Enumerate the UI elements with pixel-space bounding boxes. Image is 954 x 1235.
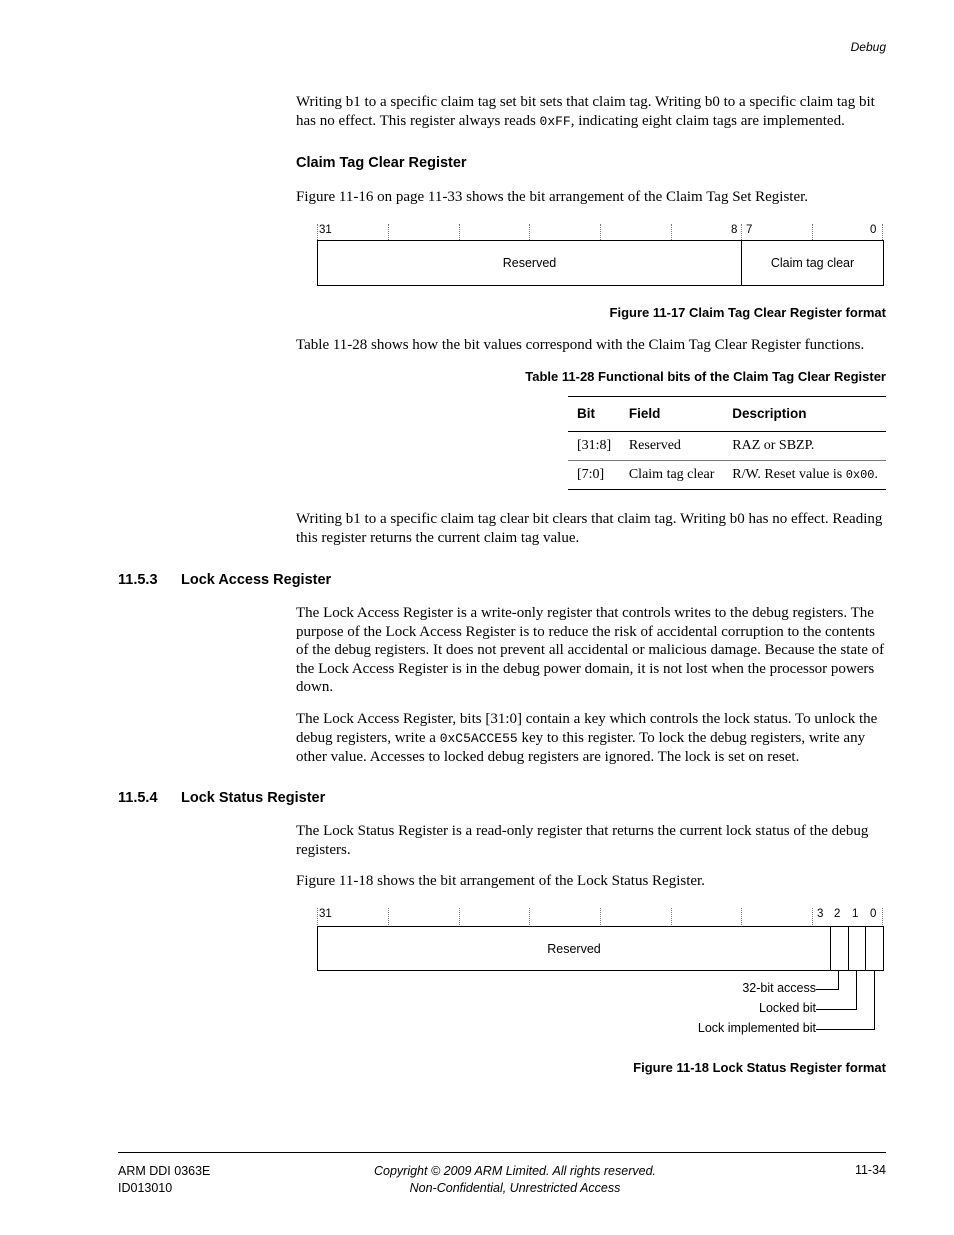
table-row — [568, 461, 886, 490]
copyright: Copyright © 2009 ARM Limited. All rights reserved. — [373, 1164, 656, 1178]
bit-label-0: 0 — [870, 908, 877, 920]
functional-bits-table — [568, 396, 886, 490]
label-32bit-access: 32-bit access — [742, 981, 816, 995]
field-reserved: Reserved — [318, 927, 831, 970]
field-claim-tag-clear: Claim tag clear — [770, 256, 855, 270]
footer-doc-info — [118, 1163, 210, 1196]
bit-tick — [529, 224, 530, 240]
section-title: Lock Status Register — [181, 790, 326, 806]
footer-legal — [330, 1163, 700, 1196]
label-lock-implemented-bit: Lock implemented bit — [697, 1021, 816, 1035]
table-header-row — [568, 397, 886, 432]
section-heading-lock-access — [118, 572, 331, 588]
bit-label-2: 2 — [834, 908, 841, 920]
bit-tick — [741, 908, 742, 925]
bit-tick — [671, 224, 672, 240]
bit-tick — [671, 908, 672, 925]
leader-line — [838, 971, 839, 990]
bit-tick — [812, 908, 813, 925]
bit-tick — [529, 908, 530, 925]
field-locked-bit — [849, 927, 866, 970]
figure-11-17-caption: Figure 11-17 Claim Tag Clear Register format — [609, 305, 886, 320]
claim-tag-clear-paragraph-3: Writing b1 to a specific claim tag clear bit clears that claim tag. Writing b0 has no effect. Reading this register returns the current claim tag value. — [296, 511, 883, 546]
bit-label-31: 31 — [319, 908, 332, 920]
claim-tag-clear-paragraph-2: Table 11-28 shows how the bit values correspond with the Claim Tag Clear Register functions. — [296, 337, 865, 353]
leader-line — [816, 1009, 857, 1010]
cell-bit: [31:8] — [568, 432, 620, 461]
column-header-bit: Bit — [568, 397, 620, 432]
bit-tick — [741, 224, 742, 240]
section-number: 11.5.3 — [118, 572, 158, 588]
bit-tick — [882, 224, 883, 240]
inline-code: 0xC5ACCE55 — [439, 730, 518, 746]
bit-tick — [459, 908, 460, 925]
cell-field: Reserved — [620, 432, 723, 461]
confidentiality: Non-Confidential, Unrestricted Access — [409, 1180, 621, 1195]
lock-status-paragraph-1: The Lock Status Register is a read-only register that returns the current lock status of the debug registers. — [296, 823, 869, 858]
doc-id: ARM DDI 0363E — [118, 1164, 211, 1178]
claim-tag-clear-paragraph-1: Figure 11-16 on page 11-33 shows the bit arrangement of the Claim Tag Set Register. — [296, 189, 809, 205]
inline-code: 0xFF — [539, 113, 571, 129]
column-header-description: Description — [723, 397, 886, 432]
section-title: Lock Access Register — [181, 572, 332, 588]
running-header-title: Debug — [850, 40, 886, 54]
field-reserved: Reserved — [318, 241, 742, 285]
bit-tick — [388, 224, 389, 240]
leader-line — [874, 971, 875, 1030]
bit-tick — [882, 908, 883, 925]
lock-status-register-figure — [316, 908, 884, 1038]
leader-line — [856, 971, 857, 1010]
cell-description: R/W. Reset value is 0x00. — [723, 461, 886, 490]
lock-access-paragraph-2: The Lock Access Register, bits [31:0] contain a key which controls the lock status. To unlock the debug registers, write a 0xC5ACCE55 key to this register. To lock the debug registers, write any other value. Accesses to locked debug registers are ignored. The lock is set on reset. — [296, 711, 878, 766]
intro-paragraph: Writing b1 to a specific claim tag set bit sets that claim tag. Writing b0 to a specific claim tag bit has no effect. This register always reads 0xFF, indicating eight claim tags are implemented. — [296, 94, 875, 129]
lock-access-paragraph-1: The Lock Access Register is a write-only register that controls writes to the debug registers. The purpose of the Lock Access Register is to reduce the risk of accidental corruption to the contents of the debug registers. It does not prevent all accidental or malicious damage. Because the state of the Lock Access Register is in the debug power domain, it is not lost when the processor powers down. — [296, 605, 885, 696]
bit-label-7: 7 — [746, 224, 753, 236]
claim-tag-clear-heading: Claim Tag Clear Register — [296, 155, 467, 171]
bit-label-3: 3 — [817, 908, 824, 920]
bit-label-0: 0 — [870, 224, 877, 236]
bit-tick — [600, 908, 601, 925]
page-number: 11-34 — [854, 1163, 886, 1177]
field-lock-implemented — [866, 927, 883, 970]
inline-code: 0x00 — [845, 468, 875, 482]
bit-tick — [317, 224, 318, 240]
cell-bit: [7:0] — [568, 461, 620, 490]
section-number: 11.5.4 — [118, 790, 158, 806]
footer-divider — [118, 1152, 886, 1153]
claim-tag-clear-register-figure — [316, 224, 884, 286]
leader-line — [816, 989, 839, 990]
cell-field: Claim tag clear — [620, 461, 723, 490]
bit-label-8: 8 — [731, 224, 738, 236]
bit-tick — [459, 224, 460, 240]
bit-tick — [388, 908, 389, 925]
bit-label-1: 1 — [852, 908, 859, 920]
table-11-28-caption: Table 11-28 Functional bits of the Claim Tag Clear Register — [525, 369, 886, 384]
column-header-field: Field — [620, 397, 723, 432]
table-row — [568, 432, 886, 461]
register-box — [317, 926, 884, 971]
bit-tick — [317, 908, 318, 925]
issue-id: ID013010 — [118, 1180, 173, 1195]
leader-line — [816, 1029, 875, 1030]
section-heading-lock-status — [118, 790, 325, 806]
bit-tick — [812, 224, 813, 240]
figure-11-18-caption: Figure 11-18 Lock Status Register format — [633, 1060, 886, 1075]
register-box — [317, 240, 884, 286]
label-locked-bit: Locked bit — [759, 1001, 816, 1015]
cell-description: RAZ or SBZP. — [723, 432, 886, 461]
bit-label-31: 31 — [319, 224, 332, 236]
lock-status-paragraph-2: Figure 11-18 shows the bit arrangement of the Lock Status Register. — [296, 873, 705, 889]
field-32bit-access — [831, 927, 849, 970]
bit-tick — [600, 224, 601, 240]
